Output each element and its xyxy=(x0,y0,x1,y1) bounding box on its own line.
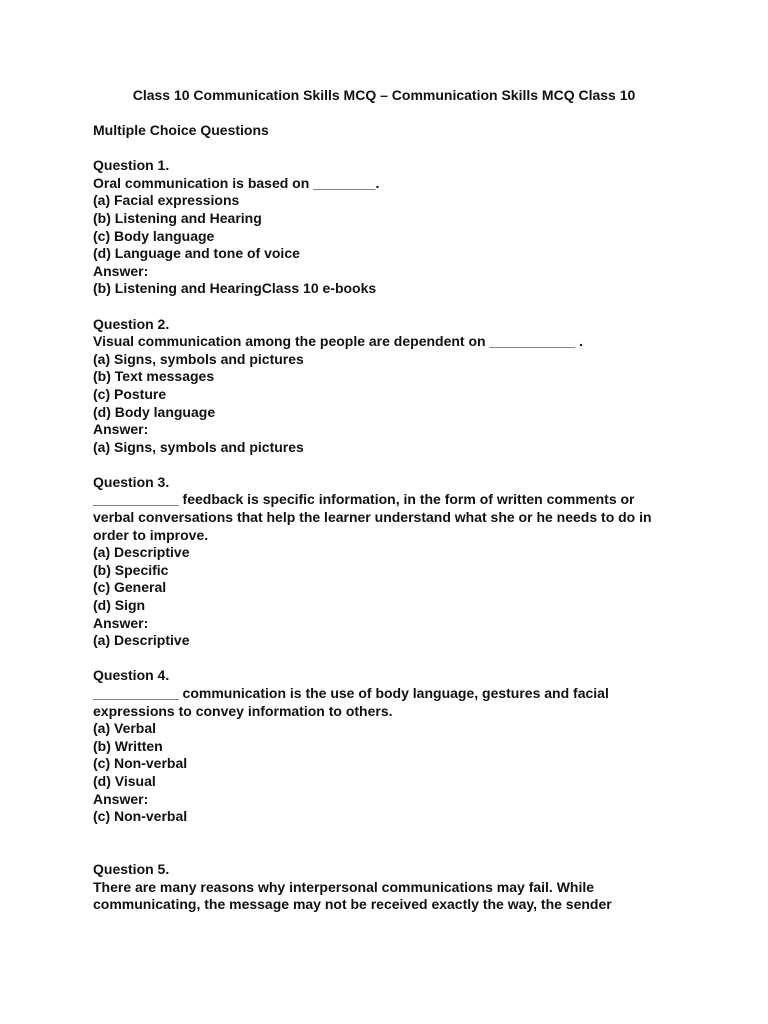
document-title: Class 10 Communication Skills MCQ – Communication Skills MCQ Class 10 xyxy=(132,87,636,103)
option-b: (b) Specific xyxy=(93,561,169,578)
question-text-line: ___________ communication is the use of body language, gestures and facial xyxy=(93,685,609,701)
option-a: (a) Verbal xyxy=(93,720,157,737)
option-a: (a) Descriptive xyxy=(93,544,190,561)
option-d: (d) Sign xyxy=(93,597,146,614)
question-text-line: verbal conversations that help the learner understand what she or he needs to do in xyxy=(93,509,652,526)
question-label: Question 2. xyxy=(93,315,170,332)
question-text: Visual communication among the people are dependent on ___________ . xyxy=(93,333,583,350)
question-label: Question 1. xyxy=(93,157,170,174)
section-heading: Multiple Choice Questions xyxy=(93,122,269,138)
option-d: (d) Language and tone of voice xyxy=(93,245,300,262)
option-c: (c) Non-verbal xyxy=(93,755,188,772)
question-block-1 xyxy=(93,157,673,298)
question-block-5 xyxy=(93,861,673,914)
option-a: (a) Signs, symbols and pictures xyxy=(93,350,304,367)
answer-text: (c) Non-verbal xyxy=(93,808,188,825)
question-block-2 xyxy=(93,316,673,457)
option-b: (b) Listening and Hearing xyxy=(93,209,262,226)
question-block-3 xyxy=(93,474,673,650)
answer-text: (a) Signs, symbols and pictures xyxy=(93,438,304,455)
question-label: Question 5. xyxy=(93,860,170,877)
question-label: Question 3. xyxy=(93,473,170,490)
option-c: (c) General xyxy=(93,579,167,596)
answer-label: Answer: xyxy=(93,790,149,807)
document-body xyxy=(93,122,673,914)
question-text-line: ___________ feedback is specific information, in the form of written comments or xyxy=(93,491,635,508)
question-block-4 xyxy=(93,667,673,825)
question-text-line: communicating, the message may not be received exactly the way, the sender xyxy=(93,896,612,913)
answer-label: Answer: xyxy=(93,262,149,279)
question-text-line: There are many reasons why interpersonal communications may fail. While xyxy=(93,878,595,895)
answer-text: (b) Listening and HearingClass 10 e-books xyxy=(93,280,377,297)
option-a: (a) Facial expressions xyxy=(93,192,240,209)
question-text-line: expressions to convey information to others. xyxy=(93,702,393,719)
question-text-line: order to improve. xyxy=(93,526,209,543)
option-d: (d) Body language xyxy=(93,403,216,420)
answer-text: (a) Descriptive xyxy=(93,632,190,649)
option-b: (b) Written xyxy=(93,737,163,754)
option-b: (b) Text messages xyxy=(93,368,215,385)
answer-label: Answer: xyxy=(93,421,149,438)
question-label: Question 4. xyxy=(93,667,170,684)
option-c: (c) Body language xyxy=(93,227,215,244)
answer-label: Answer: xyxy=(93,614,149,631)
option-d: (d) Visual xyxy=(93,772,156,789)
option-c: (c) Posture xyxy=(93,385,167,402)
question-text: Oral communication is based on ________. xyxy=(93,174,380,191)
